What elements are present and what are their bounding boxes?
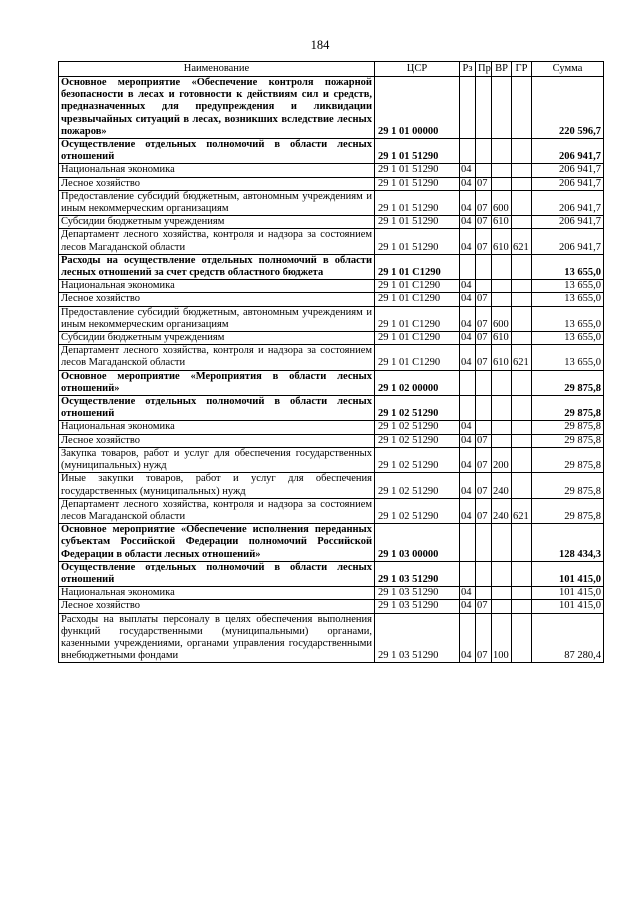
cell-vr: 610 <box>492 216 512 229</box>
cell-name: Основное мероприятие «Мероприятия в области лесных отношений» <box>59 370 375 395</box>
cell-rz: 04 <box>460 190 476 215</box>
cell-pr: 07 <box>476 473 492 498</box>
table-row <box>59 587 604 600</box>
cell-pr: 07 <box>476 190 492 215</box>
cell-name: Предоставление субсидий бюджетным, автономным учреждениям и иным некоммерческим организациям <box>59 190 375 215</box>
cell-vr: 610 <box>492 332 512 345</box>
table-row <box>59 190 604 215</box>
cell-name: Расходы на выплаты персоналу в целях обеспечения выполнения функций государственными (муниципальными) органами, казенными учреждениями, органами управления государственными внебюджетными фондами <box>59 613 375 663</box>
cell-gr: 621 <box>512 229 532 254</box>
cell-rz <box>460 561 476 586</box>
cell-csr: 29 1 01 С1290 <box>375 293 460 306</box>
cell-csr: 29 1 01 С1290 <box>375 306 460 331</box>
table-row <box>59 280 604 293</box>
table-row <box>59 524 604 562</box>
cell-rz: 04 <box>460 306 476 331</box>
cell-pr <box>476 524 492 562</box>
cell-gr: 621 <box>512 345 532 370</box>
cell-gr <box>512 280 532 293</box>
cell-vr: 600 <box>492 306 512 331</box>
cell-name: Департамент лесного хозяйства, контроля и надзора за состоянием лесов Магаданской области <box>59 229 375 254</box>
cell-name: Лесное хозяйство <box>59 600 375 613</box>
cell-rz: 04 <box>460 613 476 663</box>
cell-rz: 04 <box>460 345 476 370</box>
table-row <box>59 613 604 663</box>
cell-name: Осуществление отдельных полномочий в области лесных отношений <box>59 561 375 586</box>
cell-sum: 13 655,0 <box>532 332 604 345</box>
cell-rz: 04 <box>460 473 476 498</box>
table-row <box>59 77 604 139</box>
cell-gr <box>512 396 532 421</box>
cell-sum: 206 941,7 <box>532 139 604 164</box>
cell-rz: 04 <box>460 229 476 254</box>
cell-name: Национальная экономика <box>59 421 375 434</box>
cell-vr <box>492 139 512 164</box>
cell-csr: 29 1 01 С1290 <box>375 254 460 279</box>
cell-sum: 13 655,0 <box>532 254 604 279</box>
table-row <box>59 164 604 177</box>
cell-gr <box>512 421 532 434</box>
cell-gr <box>512 613 532 663</box>
table-row <box>59 447 604 472</box>
cell-vr <box>492 600 512 613</box>
cell-csr: 29 1 01 С1290 <box>375 345 460 370</box>
cell-csr: 29 1 01 С1290 <box>375 280 460 293</box>
cell-pr <box>476 139 492 164</box>
cell-csr: 29 1 02 51290 <box>375 421 460 434</box>
cell-pr: 07 <box>476 306 492 331</box>
table-row <box>59 473 604 498</box>
cell-name: Субсидии бюджетным учреждениям <box>59 332 375 345</box>
cell-csr: 29 1 02 51290 <box>375 447 460 472</box>
table-row <box>59 370 604 395</box>
cell-name: Осуществление отдельных полномочий в области лесных отношений <box>59 396 375 421</box>
cell-vr <box>492 280 512 293</box>
cell-pr <box>476 280 492 293</box>
table-row <box>59 216 604 229</box>
cell-sum: 29 875,8 <box>532 421 604 434</box>
table-header <box>59 62 604 77</box>
cell-pr <box>476 396 492 421</box>
cell-vr: 100 <box>492 613 512 663</box>
cell-name: Расходы на осуществление отдельных полномочий в области лесных отношений за счет средств областного бюджета <box>59 254 375 279</box>
cell-rz: 04 <box>460 280 476 293</box>
cell-gr <box>512 524 532 562</box>
cell-rz <box>460 77 476 139</box>
cell-csr: 29 1 02 51290 <box>375 434 460 447</box>
cell-pr <box>476 77 492 139</box>
cell-csr: 29 1 02 51290 <box>375 396 460 421</box>
cell-name: Основное мероприятие «Обеспечение исполнения переданных субъектам Российской Федерации полномочий Российской Федерации в области лесных отношений» <box>59 524 375 562</box>
cell-name: Основное мероприятие «Обеспечение контроля пожарной безопасности в лесах и готовности к действиям сил и средств, предназначенных для предупреждения и ликвидации чрезвычайных ситуаций в лесах, возникших вследствие лесных пожаров» <box>59 77 375 139</box>
cell-pr: 07 <box>476 345 492 370</box>
cell-sum: 29 875,8 <box>532 473 604 498</box>
cell-vr <box>492 254 512 279</box>
cell-rz: 04 <box>460 421 476 434</box>
header-name: Наименование <box>59 62 375 77</box>
table-row <box>59 229 604 254</box>
cell-sum: 87 280,4 <box>532 613 604 663</box>
table-row <box>59 345 604 370</box>
cell-rz <box>460 524 476 562</box>
cell-sum: 206 941,7 <box>532 216 604 229</box>
cell-gr <box>512 561 532 586</box>
header-pr: Пр <box>476 62 492 77</box>
header-rz: Рз <box>460 62 476 77</box>
cell-rz <box>460 396 476 421</box>
cell-pr <box>476 561 492 586</box>
cell-name: Национальная экономика <box>59 164 375 177</box>
table-row <box>59 421 604 434</box>
cell-csr: 29 1 01 С1290 <box>375 332 460 345</box>
cell-gr <box>512 139 532 164</box>
cell-vr <box>492 370 512 395</box>
cell-pr: 07 <box>476 613 492 663</box>
cell-vr <box>492 77 512 139</box>
cell-vr <box>492 421 512 434</box>
cell-csr: 29 1 03 51290 <box>375 587 460 600</box>
cell-vr <box>492 164 512 177</box>
cell-vr: 240 <box>492 498 512 523</box>
cell-gr <box>512 190 532 215</box>
cell-sum: 220 596,7 <box>532 77 604 139</box>
cell-sum: 206 941,7 <box>532 229 604 254</box>
cell-csr: 29 1 03 51290 <box>375 561 460 586</box>
table-row <box>59 600 604 613</box>
header-gr: ГР <box>512 62 532 77</box>
cell-pr <box>476 587 492 600</box>
cell-gr <box>512 370 532 395</box>
cell-rz: 04 <box>460 447 476 472</box>
cell-vr <box>492 524 512 562</box>
cell-vr: 610 <box>492 345 512 370</box>
cell-gr <box>512 600 532 613</box>
cell-sum: 206 941,7 <box>532 164 604 177</box>
cell-name: Лесное хозяйство <box>59 293 375 306</box>
table-row <box>59 293 604 306</box>
cell-sum: 101 415,0 <box>532 587 604 600</box>
cell-name: Национальная экономика <box>59 587 375 600</box>
cell-vr <box>492 434 512 447</box>
table-row <box>59 254 604 279</box>
cell-sum: 101 415,0 <box>532 600 604 613</box>
cell-name: Лесное хозяйство <box>59 434 375 447</box>
cell-name: Субсидии бюджетным учреждениям <box>59 216 375 229</box>
cell-vr <box>492 561 512 586</box>
cell-gr <box>512 293 532 306</box>
cell-name: Иные закупки товаров, работ и услуг для обеспечения государственных (муниципальных) нужд <box>59 473 375 498</box>
cell-pr <box>476 164 492 177</box>
cell-name: Осуществление отдельных полномочий в области лесных отношений <box>59 139 375 164</box>
table-row <box>59 561 604 586</box>
cell-sum: 13 655,0 <box>532 280 604 293</box>
cell-gr <box>512 447 532 472</box>
cell-vr: 610 <box>492 229 512 254</box>
cell-pr: 07 <box>476 293 492 306</box>
cell-gr <box>512 216 532 229</box>
cell-rz <box>460 139 476 164</box>
cell-csr: 29 1 01 51290 <box>375 139 460 164</box>
cell-csr: 29 1 01 51290 <box>375 177 460 190</box>
header-sum: Сумма <box>532 62 604 77</box>
cell-csr: 29 1 03 00000 <box>375 524 460 562</box>
cell-vr <box>492 293 512 306</box>
cell-sum: 29 875,8 <box>532 498 604 523</box>
cell-sum: 29 875,8 <box>532 370 604 395</box>
cell-sum: 29 875,8 <box>532 396 604 421</box>
cell-vr <box>492 396 512 421</box>
cell-sum: 13 655,0 <box>532 345 604 370</box>
cell-pr: 07 <box>476 216 492 229</box>
cell-csr: 29 1 01 51290 <box>375 229 460 254</box>
cell-vr <box>492 177 512 190</box>
table-row <box>59 498 604 523</box>
table-row <box>59 177 604 190</box>
cell-gr <box>512 587 532 600</box>
cell-sum: 13 655,0 <box>532 306 604 331</box>
cell-rz <box>460 254 476 279</box>
cell-sum: 101 415,0 <box>532 561 604 586</box>
cell-gr <box>512 254 532 279</box>
cell-pr: 07 <box>476 177 492 190</box>
cell-name: Национальная экономика <box>59 280 375 293</box>
cell-sum: 29 875,8 <box>532 434 604 447</box>
cell-csr: 29 1 03 51290 <box>375 600 460 613</box>
cell-pr <box>476 254 492 279</box>
header-row <box>59 62 604 77</box>
cell-csr: 29 1 02 51290 <box>375 498 460 523</box>
cell-sum: 128 434,3 <box>532 524 604 562</box>
table-row <box>59 396 604 421</box>
cell-gr: 621 <box>512 498 532 523</box>
cell-name: Департамент лесного хозяйства, контроля и надзора за состоянием лесов Магаданской области <box>59 345 375 370</box>
cell-rz: 04 <box>460 177 476 190</box>
cell-pr: 07 <box>476 498 492 523</box>
cell-gr <box>512 434 532 447</box>
cell-gr <box>512 332 532 345</box>
cell-rz: 04 <box>460 164 476 177</box>
cell-csr: 29 1 01 00000 <box>375 77 460 139</box>
cell-vr: 200 <box>492 447 512 472</box>
cell-name: Лесное хозяйство <box>59 177 375 190</box>
budget-table <box>58 61 604 663</box>
cell-csr: 29 1 02 00000 <box>375 370 460 395</box>
cell-vr: 240 <box>492 473 512 498</box>
cell-sum: 206 941,7 <box>532 177 604 190</box>
cell-pr: 07 <box>476 447 492 472</box>
cell-gr <box>512 164 532 177</box>
header-vr: ВР <box>492 62 512 77</box>
table-row <box>59 139 604 164</box>
cell-rz: 04 <box>460 332 476 345</box>
cell-gr <box>512 473 532 498</box>
cell-sum: 206 941,7 <box>532 190 604 215</box>
cell-vr: 600 <box>492 190 512 215</box>
cell-csr: 29 1 01 51290 <box>375 164 460 177</box>
cell-csr: 29 1 03 51290 <box>375 613 460 663</box>
cell-pr: 07 <box>476 332 492 345</box>
cell-vr <box>492 587 512 600</box>
cell-csr: 29 1 01 51290 <box>375 216 460 229</box>
table-row <box>59 306 604 331</box>
cell-csr: 29 1 01 51290 <box>375 190 460 215</box>
cell-sum: 29 875,8 <box>532 447 604 472</box>
cell-name: Предоставление субсидий бюджетным, автономным учреждениям и иным некоммерческим организациям <box>59 306 375 331</box>
table-row <box>59 332 604 345</box>
cell-sum: 13 655,0 <box>532 293 604 306</box>
cell-rz: 04 <box>460 587 476 600</box>
cell-gr <box>512 77 532 139</box>
cell-pr <box>476 370 492 395</box>
cell-rz: 04 <box>460 434 476 447</box>
header-csr: ЦСР <box>375 62 460 77</box>
cell-gr <box>512 177 532 190</box>
cell-rz: 04 <box>460 216 476 229</box>
cell-name: Закупка товаров, работ и услуг для обеспечения государственных (муниципальных) нужд <box>59 447 375 472</box>
cell-pr: 07 <box>476 229 492 254</box>
page-number: 184 <box>310 38 330 52</box>
cell-rz: 04 <box>460 600 476 613</box>
cell-name: Департамент лесного хозяйства, контроля и надзора за состоянием лесов Магаданской области <box>59 498 375 523</box>
table-body <box>59 77 604 663</box>
cell-rz <box>460 370 476 395</box>
cell-pr <box>476 421 492 434</box>
cell-rz: 04 <box>460 293 476 306</box>
cell-gr <box>512 306 532 331</box>
cell-csr: 29 1 02 51290 <box>375 473 460 498</box>
cell-pr: 07 <box>476 600 492 613</box>
table-row <box>59 434 604 447</box>
cell-rz: 04 <box>460 498 476 523</box>
cell-pr: 07 <box>476 434 492 447</box>
